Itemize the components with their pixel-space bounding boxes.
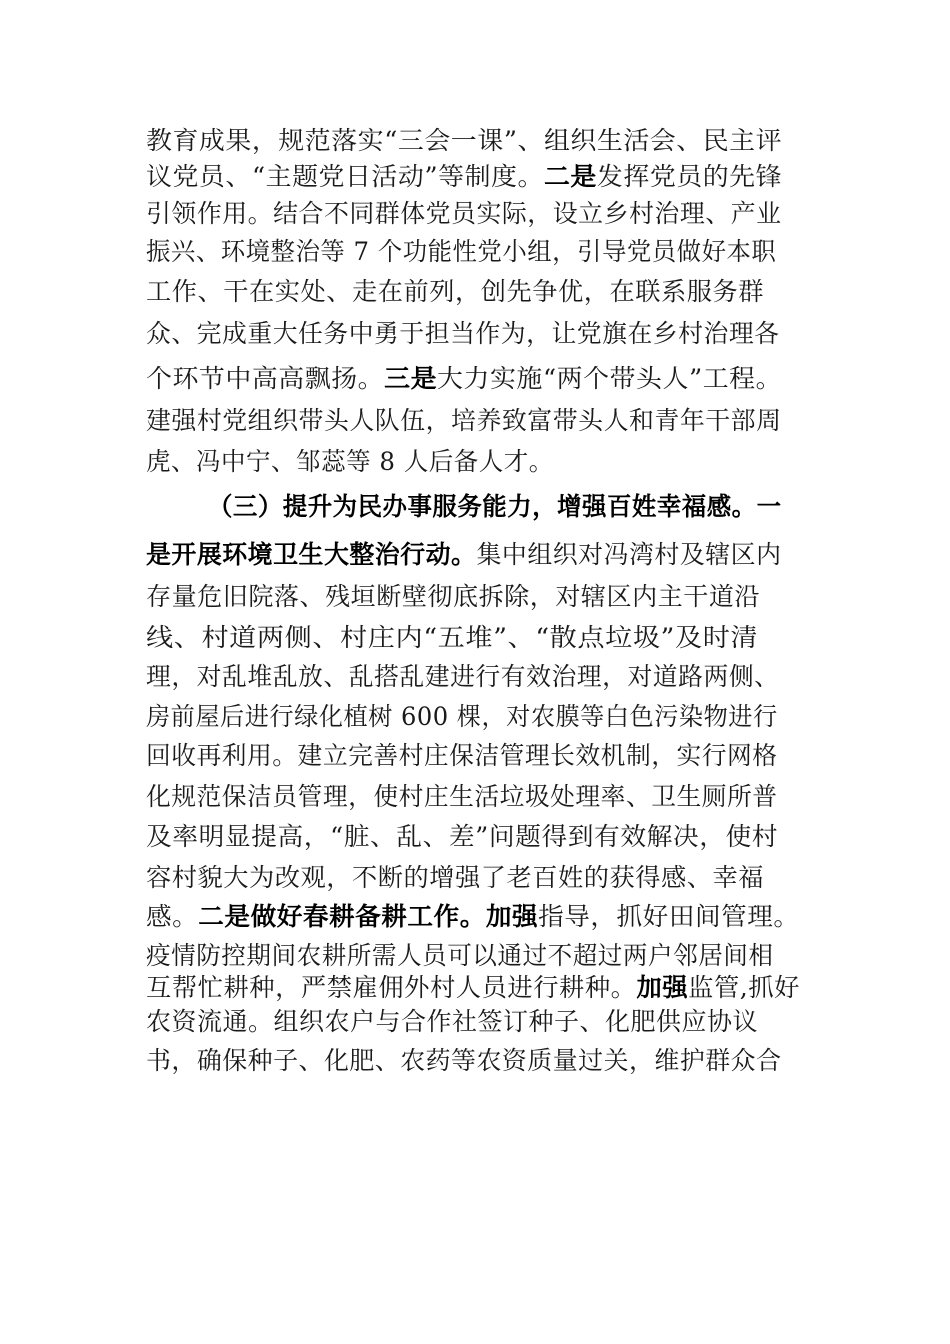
text-line: [146, 235, 776, 269]
bold-text-segment: （三）提升为民办事服务能力，增强百姓幸福感。一: [208, 492, 782, 521]
text-line: [146, 939, 774, 973]
text-line: [146, 900, 800, 934]
text-line: [146, 1005, 758, 1039]
text-segment: 建强村党组织带头人队伍，培养致富带头人和青年干部周: [146, 406, 782, 435]
text-line: [146, 362, 782, 396]
text-line: [146, 538, 782, 572]
text-segment: 众、完成重大任务中勇于担当作为，让党旗在乡村治理各: [146, 319, 780, 348]
text-segment: 集中组织对冯湾村及辖区内: [476, 540, 782, 569]
text-segment: 个环节中高高飘扬。: [146, 364, 385, 393]
text-segment: 发挥党员的先锋: [596, 162, 783, 191]
text-line: [146, 124, 782, 158]
text-line: [146, 621, 758, 655]
text-line: [146, 160, 782, 194]
bold-text-segment: 二是做好春耕备耕工作。加强: [198, 902, 539, 931]
text-segment: 振兴、环境整治等 7 个功能性党小组，引导党员做好本职: [146, 237, 777, 266]
text-segment: 大力实施“两个带头人”工程。: [437, 364, 783, 393]
text-line: [146, 971, 800, 1005]
text-segment: 监管,抓好: [688, 973, 800, 1002]
text-segment: 及率明显提高，“脏、乱、差”问题得到有效解决，使村: [146, 822, 779, 851]
text-line: [146, 660, 780, 694]
text-line: [146, 780, 778, 814]
text-line: [146, 700, 778, 734]
text-segment: 指导，抓好田间管理。: [538, 902, 800, 931]
text-segment: 教育成果，规范落实“三会一课”、组织生活会、民主评: [146, 126, 783, 155]
text-segment: 疫情防控期间农耕所需人员可以通过不超过两户邻居间相: [146, 941, 774, 970]
text-segment: 理，对乱堆乱放、乱搭乱建进行有效治理，对道路两侧、: [146, 662, 780, 691]
text-line: [146, 275, 764, 309]
text-segment: 工作、干在实处、走在前列，创先争优，在联系服务群: [146, 277, 765, 306]
text-segment: 书，确保种子、化肥、农药等农资质量过关，维护群众合: [146, 1046, 782, 1075]
text-segment: 议党员、“主题党日活动”等制度。: [146, 162, 544, 191]
bold-text-segment: 是开展环境卫生大整治行动。: [146, 540, 477, 569]
text-segment: 房前屋后进行绿化植树 600 棵，对农膜等白色污染物进行: [146, 702, 778, 731]
text-segment: 互帮忙耕种，严禁雇佣外村人员进行耕种。: [146, 973, 637, 1002]
text-segment: 线、村道两侧、村庄内“五堆”、“散点垃圾”及时清: [146, 623, 759, 652]
text-segment: 农资流通。组织农户与合作社签订种子、化肥供应协议: [146, 1007, 759, 1036]
text-segment: 容村貌大为改观，不断的增强了老百姓的获得感、幸福: [146, 863, 765, 892]
text-line: [146, 197, 782, 231]
text-line: [146, 1044, 782, 1078]
text-segment: 感。: [146, 902, 199, 931]
bold-text-segment: 加强: [636, 973, 689, 1002]
bold-text-segment: 三是: [384, 364, 438, 393]
text-segment: 化规范保洁员管理，使村庄生活垃圾处理率、卫生厕所普: [146, 782, 778, 811]
text-line: [146, 580, 760, 614]
text-segment: 存量危旧院落、残垣断壁彻底拆除，对辖区内主干道沿: [146, 582, 761, 611]
text-line: [208, 490, 782, 524]
bold-text-segment: 二是: [543, 162, 597, 191]
text-segment: 引领作用。结合不同群体党员实际，设立乡村治理、产业: [146, 199, 782, 228]
text-line: [146, 739, 778, 773]
text-line: [146, 404, 782, 438]
text-line: [146, 861, 764, 895]
text-segment: 虎、冯中宁、邹蕊等 8 人后备人才。: [146, 447, 554, 476]
text-line: [146, 445, 554, 479]
text-line: [146, 820, 778, 854]
text-line: [146, 317, 780, 351]
text-segment: 回收再利用。建立完善村庄保洁管理长效机制，实行网格: [146, 741, 778, 770]
